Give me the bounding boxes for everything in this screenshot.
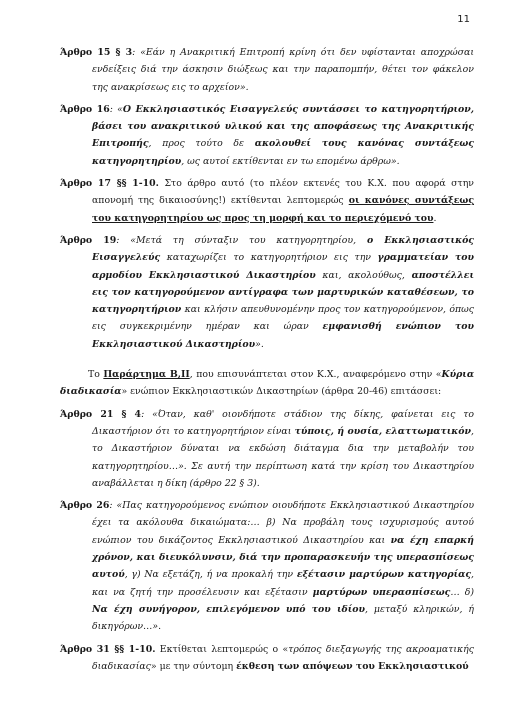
text-run: αποστέλλει εις τον κατηγορούμενον αντίγραφα των μαρτυρικών καταθέσεων, το κατηγορητήριον: [92, 269, 474, 316]
text-run: , προς τούτο δε: [148, 138, 255, 150]
text-run: : «Μετά τη σύνταξιν του κατηγορητηρίου,: [116, 234, 367, 246]
page-number: 11: [457, 14, 470, 25]
text-run: και κλήσιν απευθυνομένην προς τον κατηγορούμενον, όπως εις συγκεκριμένην ημέραν και ώραν: [92, 304, 474, 333]
text-run: τρόπος διεξαγωγής της ακροαματικής διαδικασίας: [92, 643, 474, 672]
text-run: : «Πας κατηγορούμενος ενώπιον οιουδήποτε Εκκλησιαστικού Δικαστηρίου έχει τα ακόλουθα δικαιώματα:… β) Να προβάλη τους ισχυρισμούς αυτού ενώπιον του δικάζοντος Εκκλησιαστικού Δικαστηρίου και: [92, 500, 474, 546]
text-run: Παράρτημα Β,ΙΙ: [103, 369, 190, 381]
text-run: τύποις, ή ουσία, ελαττωματικόν: [294, 425, 471, 437]
text-run: : «Όταν, καθ' οιονδήποτε στάδιον της δίκης, φαίνεται εις το Δικαστήριον ότι το κατηγορητήριον είναι: [92, 408, 474, 437]
text-run: εμφανισθή ενώπιον του Εκκλησιαστικού Δικαστηρίου: [92, 321, 474, 350]
article-heading: Άρθρο 15 § 3: [60, 47, 133, 58]
text-run: : «: [109, 103, 123, 115]
text-run: .: [433, 212, 437, 224]
text-run: μαρτύρων υπερασπίσεως: [312, 586, 451, 598]
article-heading: Άρθρο 19: [60, 234, 117, 246]
text-run: Στο άρθρο αυτό (το πλέον εκτενές του Κ.Χ. που αφορά στην απονομή της δικαιοσύνης!) εκτίθενται λεπτομερώς: [92, 178, 474, 207]
text-run: » με την σύντομη: [150, 660, 237, 672]
paragraph-article-15: [60, 44, 474, 96]
article-heading: Άρθρο 21 § 4: [60, 408, 142, 420]
text-run: , το Δικαστήριον δύναται να εκδώση διάταγμα δια την μεταβολήν του κατηγορητηρίου…». Σε αυτή την περίπτωση κατά την κρίση του Δικαστηρίου αναβάλλεται η δίκη (άρθρο 22 § 3).: [92, 425, 474, 489]
text-run: ».: [255, 338, 264, 350]
text-run: » ενώπιον Εκκλησιαστικών Δικαστηρίων (άρθρα 20-46) επιτάσσει:: [121, 386, 442, 398]
document-body: [60, 44, 474, 680]
text-run: οι κανόνες συντάξεως του κατηγορητηρίου ως προς τη μορφή και το περιεχόμενό του: [92, 195, 475, 224]
text-run: , που επισυνάπτεται στον Κ.Χ., αναφερόμενο στην «: [189, 369, 442, 381]
text-run: εξέτασιν μαρτύρων κατηγορίας: [296, 569, 472, 581]
text-run: Εκτίθεται λεπτομερώς ο «: [155, 643, 289, 655]
text-run: Το: [88, 369, 104, 381]
text-run: ακολουθεί τους κανόνας συντάξεως κατηγορητηρίου: [92, 138, 474, 167]
paragraph-article-19: [60, 232, 474, 353]
paragraph-appendix-intro: [60, 366, 474, 401]
article-heading: Άρθρο 17 §§ 1-10.: [60, 178, 159, 190]
paragraph-article-21: [60, 406, 474, 492]
text-run: : «Εάν η Ανακριτική Επιτροπή κρίνη ότι δεν υφίστανται αποχρώσαι ενδείξεις διά την άσκησιν διώξεως και την παραπομπήν, θέτει τον φάκελον της ανακρίσεως εις το αρχείον».: [92, 47, 474, 93]
paragraph-article-16: [60, 101, 474, 170]
paragraph-article-31: [60, 641, 474, 676]
text-run: , γ) Να εξετάζη, ή να προκαλή την: [124, 569, 297, 581]
paragraph-article-17: [60, 175, 474, 227]
text-run: , μεταξύ κληρικών, ή δικηγόρων…».: [92, 603, 474, 633]
text-run: καταχωρίζει το κατηγορητήριον εις την: [160, 252, 378, 264]
text-run: , και να ζητή την προσέλευσιν και εξέτασιν: [92, 569, 474, 598]
text-run: έκθεση των απόψεων του Εκκλησιαστικού: [236, 660, 469, 672]
text-run: Κύρια διαδικασία: [60, 369, 475, 398]
paragraph-article-26: [60, 497, 474, 635]
text-run: Να έχη συνήγορον, επιλεγόμενον υπό του ιδίου: [92, 603, 365, 615]
text-run: , ως αυτοί εκτίθενται εν τω επομένω άρθρω».: [181, 155, 400, 167]
article-heading: Άρθρο 31 §§ 1-10.: [60, 643, 156, 655]
article-heading: Άρθρο 16: [60, 103, 110, 115]
article-heading: Άρθρο 26: [60, 500, 110, 512]
text-run: … δ): [450, 586, 474, 598]
text-run: να έχη επαρκή χρόνον, και διευκόλυνσιν, διά την προπαρασκευήν της υπερασπίσεως αυτού: [92, 534, 474, 581]
text-run: ο Εκκλησιαστικός Εισαγγελεύς: [92, 234, 474, 264]
text-run: Ο Εκκλησιαστικός Εισαγγελεύς συντάσσει το κατηγορητήριον, βάσει του ανακριτικού υλικού και της αποφάσεως της Ανακριτικής Επιτροπής: [92, 103, 474, 150]
text-run: γραμματείαν του αρμοδίου Εκκλησιαστικού Δικαστηρίου: [92, 252, 475, 281]
text-run: και, ακολούθως,: [315, 269, 412, 281]
